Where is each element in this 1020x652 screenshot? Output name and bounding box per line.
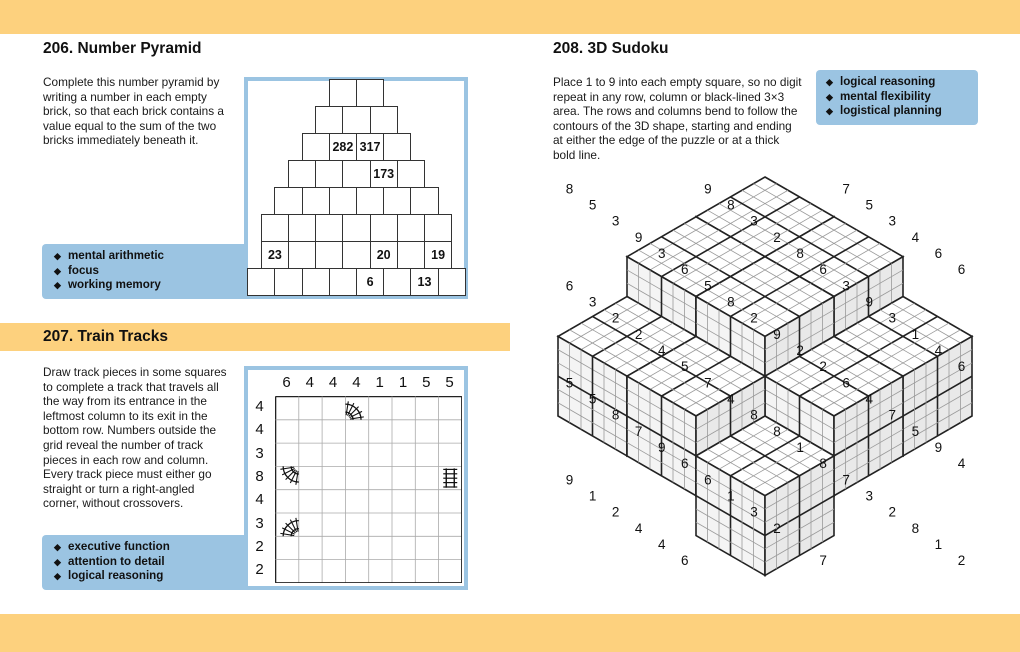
pyramid-brick[interactable] [342, 106, 370, 134]
pyramid-brick[interactable] [315, 241, 343, 269]
sudoku-clue: 6 [957, 262, 966, 278]
track-cell[interactable] [369, 537, 391, 559]
sudoku-clue: 9 [657, 439, 666, 455]
sudoku-clue: 8 [773, 423, 781, 439]
sudoku-clue: 5 [704, 278, 712, 294]
track-cell[interactable] [299, 420, 321, 442]
sudoku-clue: 2 [634, 326, 643, 342]
skill-item: ◆ mental flexibility [826, 89, 931, 103]
track-cell[interactable] [369, 397, 391, 419]
sudoku-clue: 4 [727, 391, 735, 407]
pyramid-brick[interactable]: 6 [356, 268, 384, 296]
sudoku-clue: 2 [750, 310, 758, 326]
pyramid-brick[interactable] [397, 160, 425, 188]
track-cell[interactable] [369, 560, 391, 582]
pyramid-brick[interactable] [397, 214, 425, 242]
sudoku-clue: 8 [750, 407, 758, 423]
sudoku-clue: 9 [773, 326, 781, 342]
sudoku-clue: 6 [934, 245, 943, 261]
sudoku-clue: 1 [934, 536, 943, 552]
top-band [0, 0, 1020, 34]
skill-item: ◆ logical reasoning [826, 75, 936, 88]
track-cell[interactable] [393, 467, 415, 489]
track-cell[interactable] [393, 397, 415, 419]
pyramid-brick[interactable] [288, 160, 316, 188]
diamond-bullet-icon: ◆ [54, 280, 61, 290]
pyramid-brick[interactable] [329, 187, 357, 215]
skill-item: ◆ logical reasoning [54, 569, 164, 582]
track-cell[interactable] [276, 420, 298, 442]
pyramid-brick[interactable]: 282 [329, 133, 357, 161]
track-cell[interactable] [299, 537, 321, 559]
pyramid-brick[interactable] [342, 241, 370, 269]
sudoku-clue: 6 [842, 375, 850, 391]
sudoku-clue: 9 [934, 439, 943, 455]
diamond-bullet-icon: ◆ [54, 265, 61, 276]
pyramid-brick[interactable] [329, 268, 357, 296]
sudoku-clue: 2 [957, 553, 966, 569]
track-cell[interactable] [416, 467, 438, 489]
track-cell[interactable] [346, 467, 368, 489]
pyramid-brick[interactable]: 173 [370, 160, 398, 188]
track-cell[interactable] [299, 560, 321, 582]
sudoku-clue: 6 [819, 262, 827, 278]
diamond-bullet-icon: ◆ [826, 77, 833, 87]
sudoku-clue: 8 [727, 197, 735, 213]
skill-item: ◆ attention to detail [54, 554, 165, 568]
train-tracks-grid [275, 396, 462, 583]
sudoku-clue: 2 [796, 342, 804, 358]
sudoku-clue: 1 [727, 488, 735, 504]
pyramid-brick[interactable] [302, 133, 330, 161]
sudoku-3d-puzzle [548, 170, 983, 585]
track-cell[interactable] [393, 420, 415, 442]
sudoku-clue: 7 [819, 553, 827, 569]
pyramid-brick[interactable] [302, 268, 330, 296]
sudoku-clue: 5 [681, 359, 689, 375]
pyramid-brick[interactable] [274, 187, 302, 215]
diamond-bullet-icon: ◆ [54, 556, 61, 567]
pyramid-brick[interactable] [315, 106, 343, 134]
track-cell[interactable] [323, 444, 345, 466]
sudoku-clue: 2 [611, 310, 620, 326]
sudoku-clue: 4 [934, 342, 943, 358]
track-cell[interactable] [393, 560, 415, 582]
sudoku-clue: 5 [911, 423, 920, 439]
pyramid-brick[interactable] [261, 214, 289, 242]
sudoku-clue: 7 [842, 181, 850, 197]
pyramid-brick[interactable] [315, 160, 343, 188]
row-clue: 4 [255, 421, 264, 439]
pyramid-brick[interactable] [329, 79, 357, 107]
track-cell[interactable] [369, 420, 391, 442]
row-clue: 2 [255, 561, 264, 579]
column-clue: 1 [375, 374, 384, 391]
sudoku-clue: 8 [911, 520, 920, 536]
puzzle-207-skills [42, 535, 252, 590]
skill-item: ◆ mental arithmetic [54, 249, 164, 262]
sudoku-clue: 3 [865, 488, 874, 504]
sudoku-clue: 2 [819, 359, 827, 375]
track-cell[interactable] [346, 420, 368, 442]
diamond-bullet-icon: ◆ [826, 106, 833, 116]
sudoku-clue: 3 [750, 504, 758, 520]
track-cell[interactable] [323, 420, 345, 442]
pyramid-brick[interactable] [288, 241, 316, 269]
track-cell[interactable] [323, 467, 345, 489]
puzzle-207-title: 207. Train Tracks [43, 328, 168, 345]
pyramid-brick[interactable] [383, 187, 411, 215]
sudoku-clue: 1 [911, 326, 920, 342]
pyramid-brick[interactable] [315, 214, 343, 242]
sudoku-clue: 6 [957, 359, 966, 375]
pyramid-brick[interactable] [356, 79, 384, 107]
sudoku-clue: 8 [565, 181, 574, 197]
diamond-bullet-icon: ◆ [54, 571, 61, 581]
pyramid-brick[interactable]: 20 [370, 241, 398, 269]
track-cell[interactable] [276, 537, 298, 559]
puzzle-207-description: Draw track pieces in some squares to complete a track that travels all the way from its entrance in the leftmost column to its exit in the bottom row. Numbers outside the grid reveal the number of track pieces in each row and column. Every track piece must either go straight or turn a right-angled corner, without crossovers. [43, 365, 227, 511]
row-clue: 8 [255, 467, 264, 485]
row-clue: 4 [255, 398, 264, 415]
track-cell[interactable] [393, 537, 415, 559]
bottom-band [0, 614, 1020, 652]
pyramid-brick[interactable]: 317 [356, 133, 384, 161]
puzzle-208-skills [816, 70, 978, 125]
sudoku-clue: 8 [819, 456, 827, 472]
track-cell[interactable] [393, 490, 415, 512]
track-cell[interactable] [439, 514, 461, 536]
pyramid-brick[interactable] [356, 187, 384, 215]
track-cell[interactable] [369, 444, 391, 466]
puzzle-206-title: 206. Number Pyramid [43, 40, 202, 57]
sudoku-clue: 6 [681, 262, 689, 278]
track-cell[interactable] [323, 560, 345, 582]
track-cell[interactable] [416, 560, 438, 582]
track-cell[interactable] [439, 444, 461, 466]
puzzle-208-description: Place 1 to 9 into each empty square, so no digit repeat in any row, column or black-lined 3×3 area. The rows and columns bend to follow the contours of the 3D shape, starting and ending at either the edge of the puzzle or at a thick bold line. [553, 75, 802, 162]
pyramid-brick[interactable] [438, 268, 466, 296]
diamond-bullet-icon: ◆ [54, 251, 61, 261]
pyramid-brick[interactable] [370, 106, 398, 134]
diamond-bullet-icon: ◆ [54, 542, 61, 552]
row-clue: 4 [255, 491, 264, 509]
sudoku-clue: 1 [796, 439, 804, 455]
sudoku-clue: 3 [657, 245, 666, 261]
pyramid-brick[interactable]: 19 [424, 241, 452, 269]
track-cell[interactable] [369, 490, 391, 512]
pyramid-brick[interactable] [383, 268, 411, 296]
puzzle-208-title: 208. 3D Sudoku [553, 40, 669, 57]
track-cell[interactable] [416, 537, 438, 559]
pyramid-brick[interactable] [302, 187, 330, 215]
track-cell[interactable] [299, 514, 321, 536]
track-cell[interactable] [416, 444, 438, 466]
track-cell[interactable] [276, 444, 298, 466]
sudoku-clue: 7 [634, 423, 643, 439]
column-clue: 4 [352, 374, 361, 391]
track-cell[interactable] [346, 537, 368, 559]
sudoku-clue: 8 [727, 294, 735, 310]
puzzle-206-description: Complete this number pyramid by writing a number in each empty brick, so that each brick contains a value equal to the sum of the two bricks immediately beneath it. [43, 75, 224, 148]
track-cell[interactable] [323, 514, 345, 536]
track-cell[interactable] [323, 490, 345, 512]
pyramid-brick[interactable] [410, 187, 438, 215]
track-cell[interactable] [439, 560, 461, 582]
sudoku-clue: 2 [773, 520, 781, 536]
pyramid-brick[interactable] [424, 214, 452, 242]
sudoku-clue: 5 [865, 197, 874, 213]
track-cell[interactable] [299, 490, 321, 512]
pyramid-brick[interactable] [247, 268, 275, 296]
column-clue: 4 [328, 374, 338, 391]
track-cell[interactable] [416, 514, 438, 536]
sudoku-clue: 7 [704, 375, 712, 391]
pyramid-brick[interactable] [342, 160, 370, 188]
track-cell[interactable] [439, 397, 461, 419]
track-cell[interactable] [299, 397, 321, 419]
puzzle-206-skills [42, 244, 252, 299]
track-cell[interactable] [369, 467, 391, 489]
column-clue: 1 [398, 374, 408, 391]
track-cell[interactable] [346, 514, 368, 536]
sudoku-clue: 9 [634, 229, 643, 245]
track-cell[interactable] [439, 537, 461, 559]
track-cell[interactable] [276, 397, 298, 419]
track-cell[interactable] [299, 467, 321, 489]
row-clue: 3 [255, 514, 264, 532]
skill-item: ◆ executive function [54, 540, 170, 553]
pyramid-brick[interactable] [274, 268, 302, 296]
track-cell[interactable] [276, 490, 298, 512]
sudoku-clue: 8 [611, 407, 620, 423]
sudoku-clue: 7 [888, 407, 897, 423]
track-cell[interactable] [346, 490, 368, 512]
track-cell[interactable] [393, 444, 415, 466]
column-clue: 6 [282, 374, 291, 391]
sudoku-clue: 3 [888, 213, 897, 229]
sudoku-clue: 3 [842, 278, 850, 294]
track-cell[interactable] [299, 444, 321, 466]
sudoku-clue: 4 [657, 536, 666, 552]
row-clue: 3 [255, 444, 264, 462]
track-cell[interactable] [369, 514, 391, 536]
row-clue: 2 [255, 537, 264, 555]
sudoku-clue: 4 [865, 391, 874, 407]
pyramid-brick[interactable] [397, 241, 425, 269]
sudoku-clue: 9 [704, 181, 712, 197]
track-cell[interactable] [439, 490, 461, 512]
track-cell[interactable] [346, 444, 368, 466]
sudoku-clue: 9 [865, 294, 874, 310]
sudoku-clue: 5 [588, 391, 597, 407]
track-cell[interactable] [416, 397, 438, 419]
sudoku-clue: 6 [565, 278, 574, 294]
sudoku-clue: 6 [681, 456, 689, 472]
track-cell[interactable] [439, 420, 461, 442]
column-clue: 5 [445, 374, 454, 391]
sudoku-clue: 5 [588, 197, 597, 213]
sudoku-clue: 5 [565, 375, 574, 391]
track-cell[interactable] [416, 490, 438, 512]
pyramid-brick[interactable]: 23 [261, 241, 289, 269]
sudoku-clue: 3 [588, 294, 597, 310]
sudoku-clue: 2 [611, 504, 620, 520]
sudoku-clue: 8 [796, 245, 804, 261]
sudoku-clue: 4 [634, 520, 643, 536]
pyramid-brick[interactable] [288, 214, 316, 242]
diamond-bullet-icon: ◆ [826, 91, 833, 102]
pyramid-brick[interactable] [383, 133, 411, 161]
skill-item: ◆ logistical planning [826, 104, 942, 117]
track-cell[interactable] [346, 560, 368, 582]
sudoku-clue: 6 [704, 472, 712, 488]
sudoku-clue: 7 [842, 472, 850, 488]
sudoku-clue: 4 [957, 456, 966, 472]
sudoku-clue: 3 [750, 213, 758, 229]
sudoku-clue: 1 [588, 488, 597, 504]
sudoku-clue: 9 [565, 472, 574, 488]
pyramid-brick[interactable] [370, 214, 398, 242]
sudoku-clue: 2 [773, 229, 781, 245]
track-cell[interactable] [276, 560, 298, 582]
pyramid-brick[interactable] [342, 214, 370, 242]
track-cell[interactable] [416, 420, 438, 442]
sudoku-clue: 2 [888, 504, 897, 520]
track-cell[interactable] [323, 537, 345, 559]
sudoku-clue: 6 [681, 553, 689, 569]
sudoku-clue: 3 [888, 310, 897, 326]
column-clue: 4 [305, 374, 314, 391]
sudoku-clue: 3 [611, 213, 620, 229]
track-cell[interactable] [323, 397, 345, 419]
column-clue: 5 [422, 374, 431, 391]
skill-item: ◆ working memory [54, 278, 161, 291]
sudoku-clue: 4 [911, 229, 920, 245]
track-cell[interactable] [393, 514, 415, 536]
pyramid-brick[interactable]: 13 [410, 268, 438, 296]
sudoku-clue: 4 [657, 342, 666, 358]
skill-item: ◆ focus [54, 263, 99, 277]
